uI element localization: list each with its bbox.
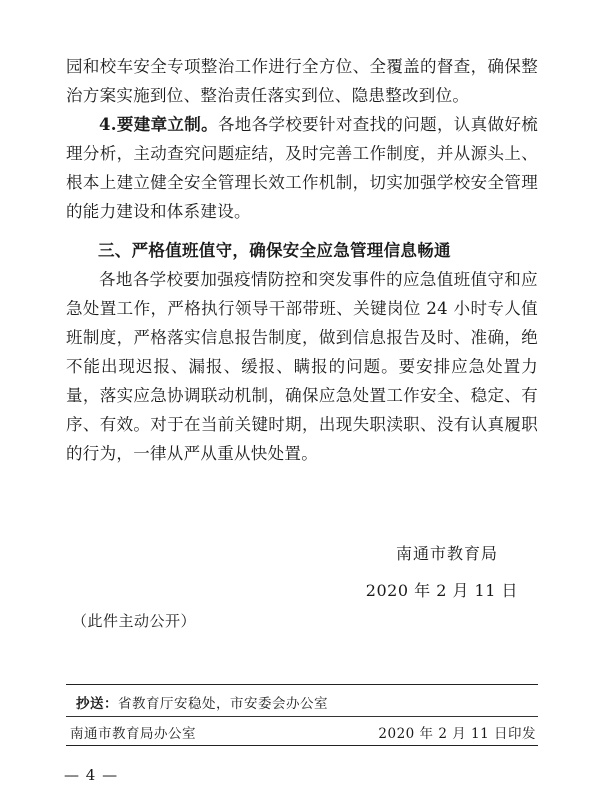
issue-date: 2020 年 2 月 11 日 [365, 581, 518, 600]
issuer-name: 南通市教育局 [395, 544, 498, 563]
cc-recipients: 省教育厅安稳处，市安委会办公室 [118, 696, 328, 712]
cc-line [76, 692, 328, 712]
paragraph-continuation: 园和校车安全专项整治工作进行全方位、全覆盖的督查，确保整治方案实施到位、整治责任落实到位、隐患整改到位。 [66, 57, 538, 105]
page-number: — 4 — [64, 766, 119, 784]
paragraph-section-3: 各地各学校要加强疫情防控和突发事件的应急值班值守和应急处置工作，严格执行领导干部带班、关键岗位 24 小时专人值班制度，严格落实信息报告制度，做到信息报告及时、准确，绝不能出现迟报、漏报、缓报、瞒报的问题。要安排应急处置力量，落实应急协调联动机制，确保应急处置工作安全、稳定、有序、有效。对于在当前关键时期，出现失职渎职、没有认真履职的行为，一律从严从重从快处置。 [66, 270, 538, 463]
footer-bottom-rule [66, 745, 538, 746]
print-date: 2020 年 2 月 11 日印发 [378, 726, 536, 742]
footer-middle-rule [66, 716, 538, 717]
public-disclosure-note: （此件主动公开） [72, 612, 197, 630]
section-3-heading: 三、严格值班值守，确保安全应急管理信息畅通 [98, 241, 451, 260]
item-4-body: 各地各学校要针对查找的问题，认真做好梳理分析，主动查究问题症结，及时完善工作制度，并从源头上、根本上建立健全安全管理长效工作机制，切实加强学校安全管理的能力建设和体系建设。 [66, 115, 538, 221]
cc-label: 抄送： [76, 696, 118, 712]
issuing-office: 南通市教育局办公室 [70, 726, 196, 742]
footer-top-rule [66, 684, 538, 685]
paragraph-item-4 [66, 110, 538, 226]
item-4-lead: 4.要建章立制。 [99, 115, 218, 134]
